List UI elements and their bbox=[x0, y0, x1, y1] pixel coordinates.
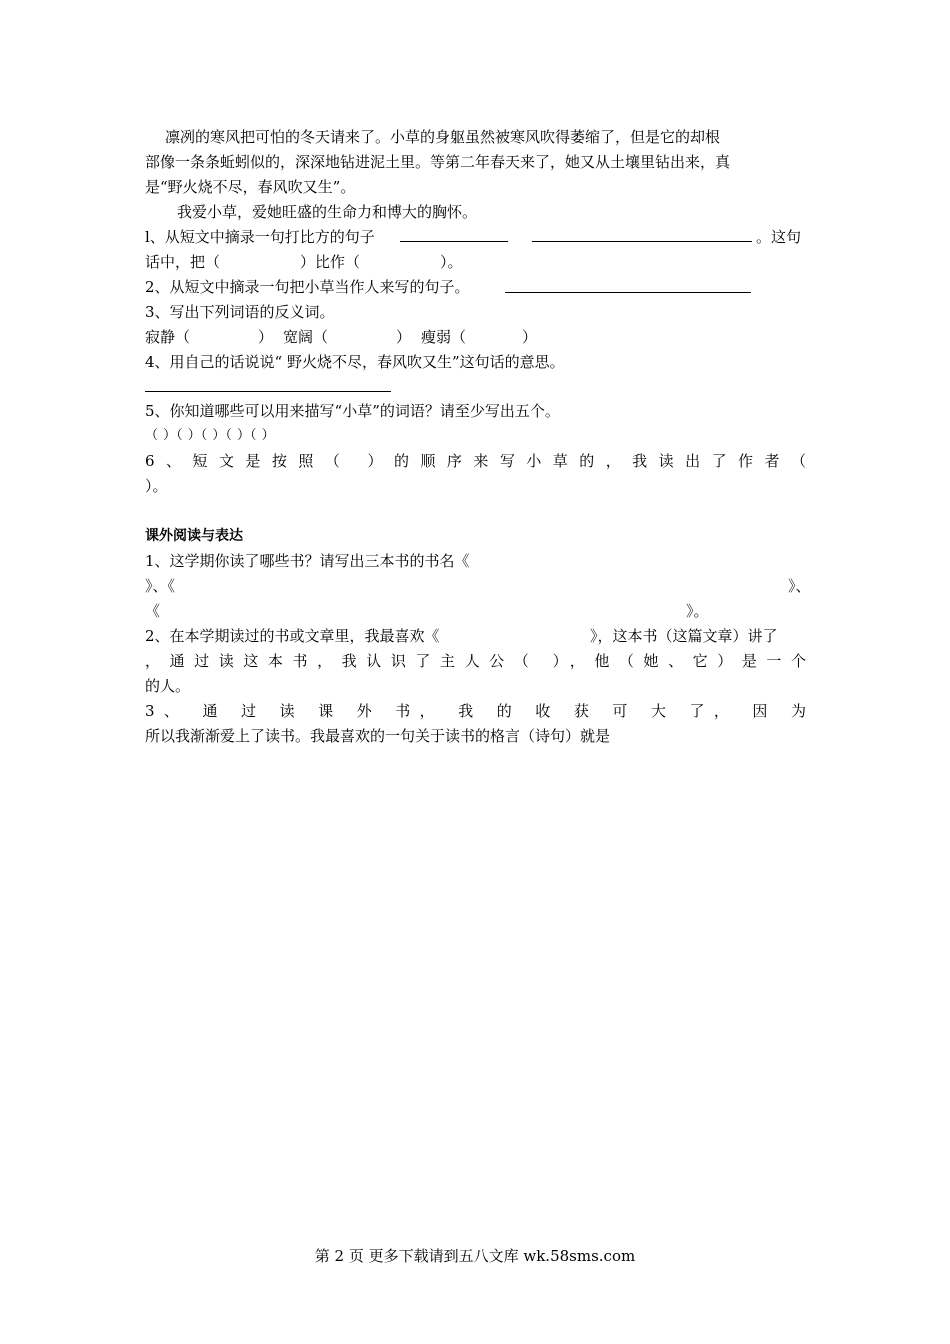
passage-paragraph-2: 我爱小草，爱她旺盛的生命力和博大的胸怀。 bbox=[177, 203, 478, 221]
passage-line-2: 部像一条条蚯蚓似的，深深地钻进泥土里。等第二年春天来了，她又从土壤里钻出来，真 bbox=[145, 153, 731, 171]
question-1-line-2b: ）比作（ bbox=[300, 253, 361, 271]
question-2-text: 2、从短文中摘录一句把小草当作人来写的句子。 bbox=[145, 278, 470, 296]
passage-line-3: 是“野火烧不尽，春风吹又生”。 bbox=[145, 178, 356, 196]
section2-q2-line-2: ，通过读这本书，我认识了主人公（ ），他（她、它）是一个 bbox=[145, 652, 806, 670]
section2-q1-line-3a: 《 bbox=[145, 602, 161, 620]
question-1-suffix: 。这句 bbox=[756, 228, 802, 246]
antonym-3-end: ） bbox=[522, 328, 538, 346]
answer-line-q2[interactable] bbox=[505, 292, 751, 293]
question-5-text: 5、你知道哪些可以用来描写“小草”的词语？请至少写出五个。 bbox=[145, 402, 560, 420]
question-1-text: l、从短文中摘录一句打比方的句子 bbox=[145, 228, 375, 246]
section2-q2-line-1a: 2、在本学期读过的书或文章里，我最喜欢《 bbox=[145, 627, 440, 645]
section2-q2-line-3: 的人。 bbox=[145, 677, 191, 695]
section2-q1-line-2a: 》、《 bbox=[145, 577, 176, 595]
question-1-line-2c: ）。 bbox=[440, 253, 463, 271]
question-3-text: 3、写出下列词语的反义词。 bbox=[145, 303, 335, 321]
section2-q1-line-3b: 》。 bbox=[686, 602, 709, 620]
answer-line-q4[interactable] bbox=[145, 391, 391, 392]
section2-q2-line-1b: 》，这本书（这篇文章）讲了 bbox=[590, 627, 778, 645]
section-title: 课外阅读与表达 bbox=[145, 528, 243, 544]
section2-q3-line-2: 所以我渐渐爱上了读书。我最喜欢的一句关于读书的格言（诗句）就是 bbox=[145, 727, 611, 745]
antonym-3: 瘦弱（ bbox=[421, 328, 467, 346]
antonym-2: 宽阔（ bbox=[283, 328, 329, 346]
question-4-text: 4、用自己的话说说“ 野火烧不尽，春风吹又生”这句话的意思。 bbox=[145, 353, 565, 371]
passage-line-1: 凛冽的寒风把可怕的冬天请来了。小草的身躯虽然被寒风吹得萎缩了，但是它的却根 bbox=[165, 128, 721, 146]
question-1-line-2a: 话中，把（ bbox=[145, 253, 221, 271]
section2-q1-line-2b: 》、 bbox=[788, 577, 811, 595]
section2-q1-line-1: 1、这学期你读了哪些书？请写出三本书的书名《 bbox=[145, 552, 470, 570]
answer-line-q1-b[interactable] bbox=[532, 241, 752, 242]
page-footer: 第 2 页 更多下载请到五八文库 wk.58sms.com bbox=[314, 1247, 636, 1265]
answer-line-q1-a[interactable] bbox=[400, 241, 508, 242]
question-5-blanks[interactable]: （ ）（ ）（ ）（ ）（ ） bbox=[145, 428, 275, 443]
question-6-line-1: 6、短文是按照（ ）的顺序来写小草的，我读出了作者（ bbox=[145, 452, 806, 470]
question-6-line-2: ）。 bbox=[145, 477, 168, 495]
antonym-2-end: ） bbox=[396, 328, 412, 346]
antonym-1: 寂静（ bbox=[145, 328, 191, 346]
antonym-1-end: ） bbox=[258, 328, 274, 346]
section2-q3-line-1: 3、 通 过 读 课 外 书， 我 的 收 获 可 大 了， 因 为 bbox=[145, 702, 806, 720]
